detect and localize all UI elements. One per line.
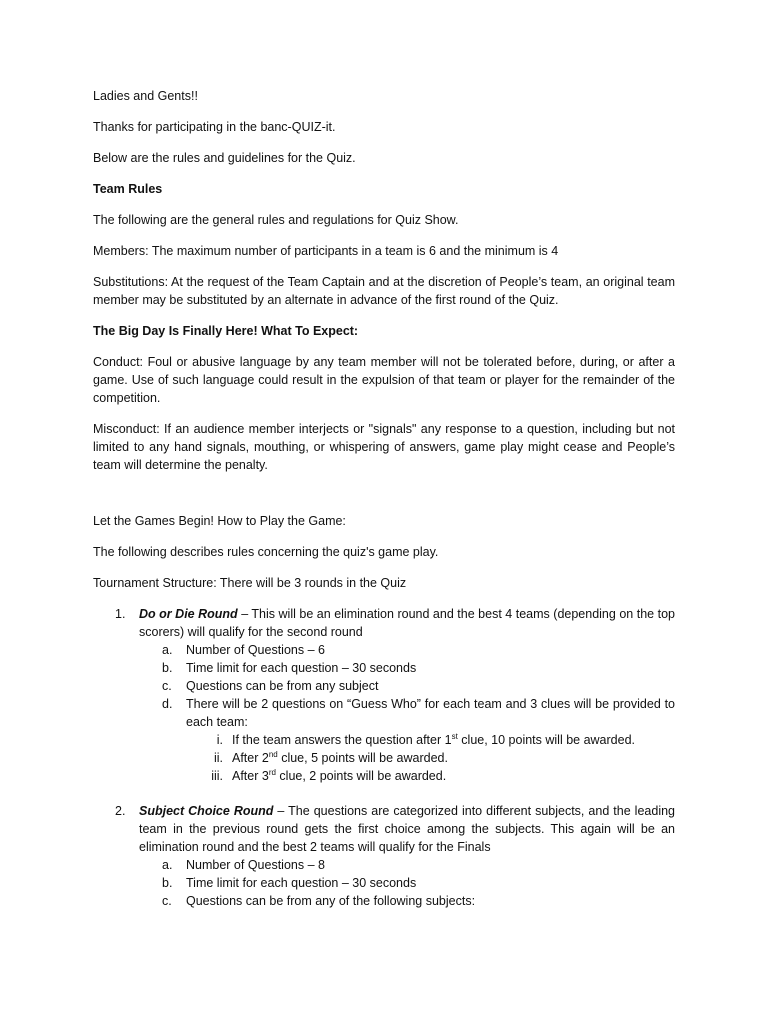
round-1-title: Do or Die Round (139, 607, 238, 621)
round-1 (93, 605, 675, 785)
document-body (93, 87, 675, 910)
big-day-heading: The Big Day Is Finally Here! What To Expect: (93, 324, 359, 338)
round-2-description (139, 802, 675, 856)
round-2 (93, 802, 675, 910)
members-rule: Members: The maximum number of participants in a team is 6 and the minimum is 4 (93, 244, 559, 258)
list-item: d. There will be 2 questions on “Guess Who” for each team and 3 clues will be provided to each team: (162, 697, 675, 729)
misconduct-rule: Misconduct: If an audience member interjects or "signals" any response to a question, including but not limited to any hand signals, mouthing, or whispering of answers, game play might cease and People’s team will determine the penalty. (93, 422, 675, 472)
tournament-structure: Tournament Structure: There will be 3 rounds in the Quiz (93, 576, 407, 590)
team-rules-heading: Team Rules (93, 182, 163, 196)
clue-item: i. If the team answers the question after 1st clue, 10 points will be awarded. (216, 731, 635, 747)
clue-item: ii. After 2nd clue, 5 points will be awarded. (213, 749, 448, 765)
round-2-sublist (139, 856, 675, 910)
games-heading: Let the Games Begin! How to Play the Game: (93, 514, 346, 528)
general-rules: The following are the general rules and regulations for Quiz Show. (93, 213, 459, 227)
substitutions-rule: Substitutions: At the request of the Team Captain and at the discretion of People’s team, an original team member may be substituted by an alternate in advance of the first round of the Quiz. (93, 275, 675, 307)
round-2-text: – The questions are categorized into different subjects, and the leading team in the previous round gets the first choice among the subjects. This again will be an elimination round and the best 2 teams will qualify for the Finals (139, 804, 675, 854)
round-2-title: Subject Choice Round (139, 804, 274, 818)
round-1-description (139, 605, 675, 641)
list-item: a. Number of Questions – 8 (162, 858, 325, 872)
round-1-text: – This will be an elimination round and the best 4 teams (depending on the top scorers) will qualify for the second round (139, 607, 675, 639)
round-1-sublist (139, 641, 675, 785)
round-2-number: 2. (115, 804, 126, 818)
list-item: c. Questions can be from any of the following subjects: (162, 894, 476, 908)
rounds-list (93, 605, 675, 910)
game-play-description: The following describes rules concerning the quiz's game play. (93, 545, 439, 559)
round-1-number: 1. (115, 607, 126, 621)
list-item: b. Time limit for each question – 30 seconds (162, 661, 417, 675)
list-item: c. Questions can be from any subject (162, 679, 379, 693)
spacer (93, 785, 675, 802)
list-item: a. Number of Questions – 6 (162, 643, 325, 657)
greeting: Ladies and Gents!! (93, 89, 198, 103)
rules-intro: Below are the rules and guidelines for the Quiz. (93, 151, 356, 165)
clue-item: iii. After 3rd clue, 2 points will be awarded. (211, 767, 447, 783)
list-item: b. Time limit for each question – 30 seconds (162, 876, 417, 890)
conduct-rule: Conduct: Foul or abusive language by any team member will not be tolerated before, during, or after a game. Use of such language could result in the expulsion of that team or player for the remainder of the competition. (93, 355, 675, 405)
thanks-line: Thanks for participating in the banc-QUIZ-it. (93, 120, 336, 134)
